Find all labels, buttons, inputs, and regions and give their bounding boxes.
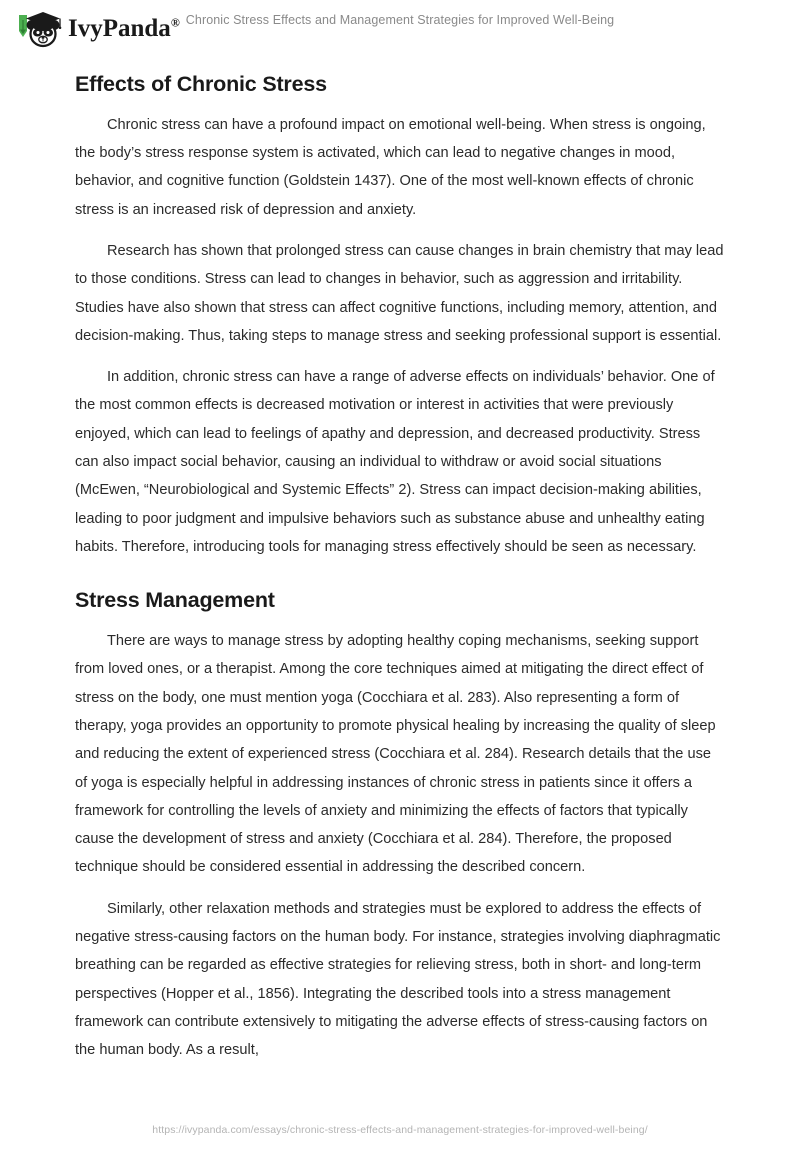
paragraph: Research has shown that prolonged stress can cause changes in brain chemistry that may lead to those conditions. Stress can lead to changes in behavior, such as aggression and irritability. Studies have also shown that stress can affect cognitive functions, including memory, attention, and decision-making. Thus, taking steps to manage stress and seeking professional support is essential.: [75, 242, 724, 344]
paragraph: Chronic stress can have a profound impact on emotional well-being. When stress is ongoing, the body’s stress response system is activated, which can lead to negative changes in mood, behavior, and cognitive function (Goldstein 1437). One of the most well-known effects of chronic stress is an increased risk of depression and anxiety.: [75, 116, 706, 218]
section-heading-stress-management: Stress Management: [75, 588, 275, 613]
document-title: Chronic Stress Effects and Management Strategies for Improved Well-Being: [185, 13, 615, 27]
page-header: [0, 0, 800, 56]
brand-name: IvyPanda®: [68, 14, 180, 42]
source-url[interactable]: https://ivypanda.com/essays/chronic-stress-effects-and-management-strategies-for-improved-well-being/: [152, 1124, 648, 1136]
section-heading-effects-of-chronic-stress: Effects of Chronic Stress: [75, 72, 327, 96]
registered-mark: ®: [170, 15, 180, 30]
paragraph: There are ways to manage stress by adopting healthy coping mechanisms, seeking support from loved ones, or a therapist. Among the core techniques aimed at mitigating the direct effect of stress on the body, one must mention yoga (Cocchiara et al. 283). Also representing a form of therapy, yoga provides an opportunity to promote physical healing by increasing the quality of sleep and reducing the extent of experienced stress (Cocchiara et al. 284). Research details that the use of yoga is especially helpful in addressing instances of chronic stress in patients since it offers a framework for controlling the levels of anxiety and minimizing the effects of factors that typically cause the development of stress and anxiety (Cocchiara et al. 284). Therefore, the proposed technique should be considered essential in addressing the described concern.: [75, 633, 716, 876]
document-body: [75, 72, 726, 1078]
paragraph: In addition, chronic stress can have a range of adverse effects on individuals’ behavior. One of the most common effects is decreased motivation or interest in activities that were previously enjoyed, which can lead to feelings of apathy and depression, and decreased productivity. Stress can also impact social behavior, causing an individual to withdraw or avoid social situations (McEwen, “Neurobiological and Systemic Effects” 2). Stress can impact decision-making abilities, leading to poor judgment and impulsive behaviors such as substance abuse and unhealthy eating habits. Therefore, introducing tools for managing stress effectively should be seen as necessary.: [75, 369, 715, 555]
page-footer: [0, 1120, 800, 1138]
paragraph: Similarly, other relaxation methods and strategies must be explored to address the effects of negative stress-causing factors on the human body. For instance, strategies involving diaphragmatic breathing can be regarded as effective strategies for relieving stress, both in short- and long-term perspectives (Hopper et al., 1856). Integrating the described tools into a stress management framework can contribute extensively to mitigating the adverse effects of stress-causing factors on the human body. As a result,: [75, 900, 721, 1059]
